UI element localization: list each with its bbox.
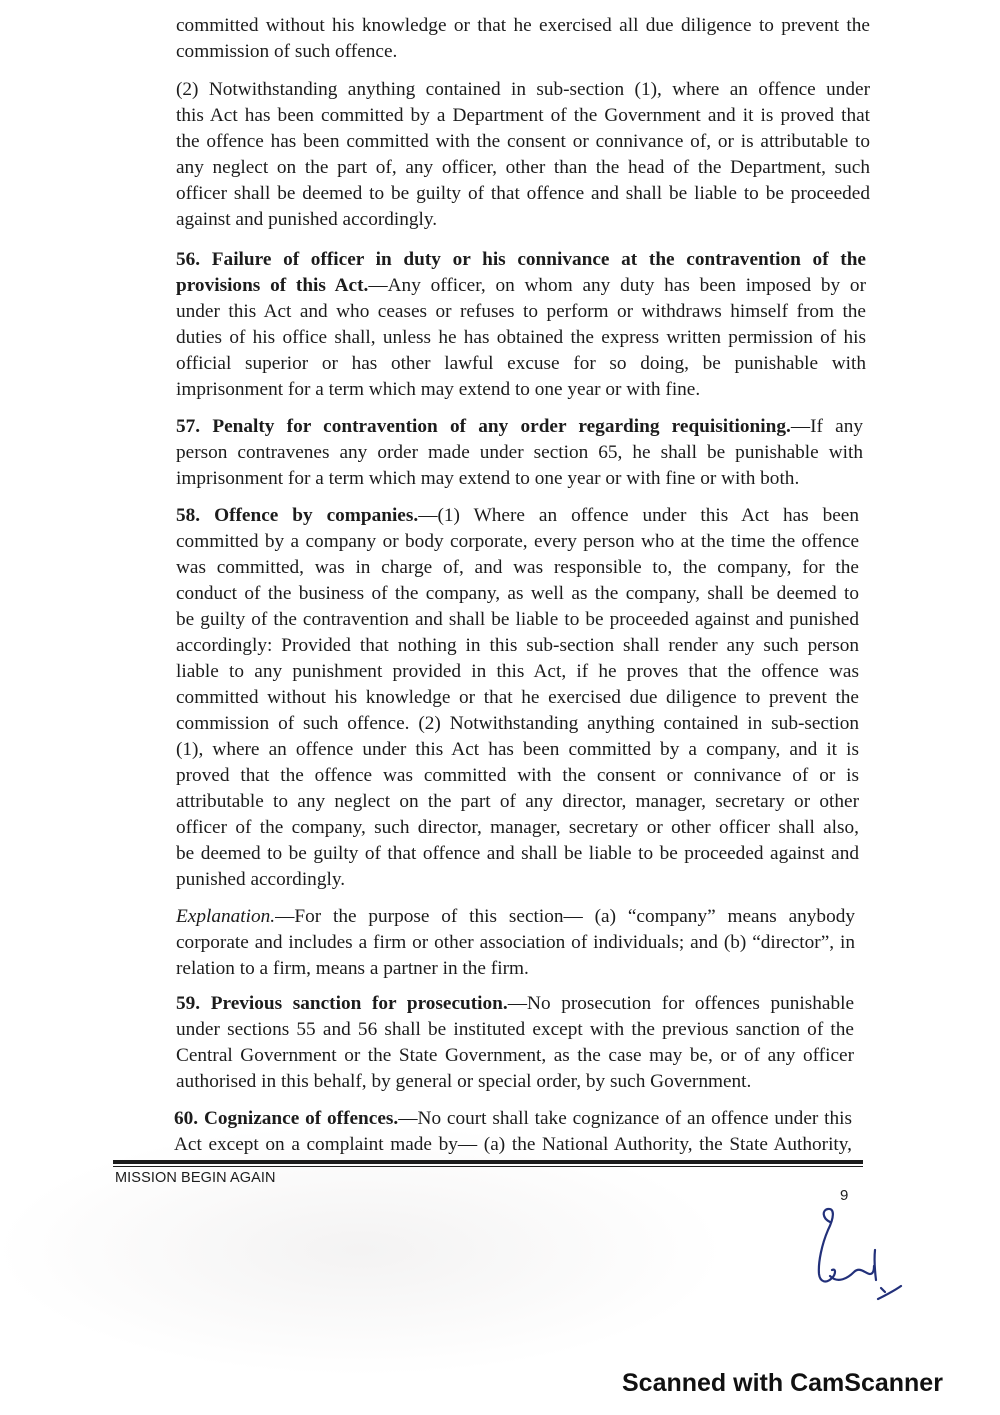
section-60 (174, 1106, 852, 1158)
text-line (174, 1106, 852, 1132)
text-line: was committed, was in charge of, and was responsible to, the company, for the (176, 556, 859, 578)
text-line: any neglect on the part of, any officer, other than the head of the Department, such (176, 156, 870, 178)
text-line: committed without his knowledge or that he exercised all due diligence to prevent the (176, 15, 870, 36)
section-56 (176, 247, 866, 403)
explanation-text: —For the purpose of this section— (a) “company” means anybody (275, 905, 855, 927)
text-line: imprisonment for a term which may extend to one year or with fine. (176, 378, 701, 400)
text-line: (2) Notwithstanding anything contained in sub-section (1), where an offence under (176, 78, 870, 100)
text-line: commission of such offence. (2) Notwithstanding anything contained in sub-section (176, 712, 859, 734)
text-line: relation to a firm, means a partner in the firm. (176, 957, 529, 979)
text-line (176, 991, 854, 1017)
signature-stroke (881, 1288, 885, 1292)
text-line: this Act has been committed by a Department of the Government and it is proved that (176, 104, 870, 126)
section-57 (176, 414, 863, 492)
section-58-heading: 58. Offence by companies. (176, 504, 419, 526)
text-line (176, 414, 863, 440)
footer-rule-thin (113, 1166, 863, 1167)
text-line: committed by a company or body corporate, every person who at the time the offence (176, 530, 859, 552)
footer-title: MISSION BEGIN AGAIN (115, 1170, 276, 1186)
explanation (176, 904, 855, 982)
text-line: proved that the offence was committed with the consent or connivance of or is (176, 764, 859, 786)
document-body (176, 13, 870, 1158)
text-line: the offence has been committed with the consent or connivance of, or is attributable to (176, 130, 870, 152)
text-line: duties of his office shall, unless he has obtained the express written permission of his (176, 326, 866, 348)
text-line: under sections 55 and 56 shall be instituted except with the previous sanction of the (176, 1018, 854, 1040)
paragraph-continuation (176, 13, 870, 65)
text-line: corporate and includes a firm or other association of individuals; and (b) “director”, in (176, 931, 855, 953)
signature (808, 1200, 908, 1310)
text-line: imprisonment for a term which may extend to one year or with fine or with both. (176, 467, 800, 489)
text-line: committed without his knowledge or that he exercised due diligence to prevent the (176, 686, 859, 708)
section-59-heading: 59. Previous sanction for prosecution. (176, 992, 508, 1014)
footer-rule (113, 1160, 863, 1164)
text-line: under this Act and who ceases or refuses to perform or withdraws himself from the (176, 300, 866, 322)
text-line: officer of the company, such director, manager, secretary or other officer shall also, (176, 816, 859, 838)
page-number: 9 (840, 1187, 849, 1204)
text-line: accordingly: Provided that nothing in this sub-section shall render any such person (176, 634, 859, 656)
explanation-label: Explanation. (176, 905, 276, 927)
signature-stroke (830, 1266, 874, 1280)
section-56-heading: provisions of this Act. (176, 274, 369, 296)
text-line: authorised in this behalf, by general or special order, by such Government. (176, 1070, 752, 1092)
text-line: liable to any punishment provided in this Act, if he proves that the offence was (176, 660, 859, 682)
text-line: commission of such offence. (176, 41, 398, 62)
text-line (176, 904, 855, 930)
text-line: person contravenes any order made under section 65, he shall be punishable with (176, 441, 863, 463)
section-57-text: —If any (790, 415, 863, 437)
section-58 (176, 503, 859, 893)
signature-drawing (808, 1200, 908, 1310)
text-line: punished accordingly. (176, 868, 346, 890)
text-line (176, 273, 866, 299)
section-58-text: —(1) Where an offence under this Act has been (418, 504, 860, 526)
section-56-heading: 56. Failure of officer in duty or his connivance at the contravention of the (176, 248, 866, 270)
paragraph-sub-section-2 (176, 77, 870, 233)
scanner-watermark: Scanned with CamScanner (622, 1369, 943, 1397)
text-line: conduct of the business of the company, as well as the company, shall be deemed to (176, 582, 859, 604)
section-56-text: —Any officer, on whom any duty has been imposed by or (368, 274, 866, 296)
section-57-heading: 57. Penalty for contravention of any order regarding requisitioning. (176, 415, 791, 437)
signature-stroke (819, 1209, 835, 1282)
text-line: (1), where an offence under this Act has been committed by a company, and it is (176, 738, 859, 760)
text-line: attributable to any neglect on the part of any director, manager, secretary or other (176, 790, 859, 812)
signature-stroke (875, 1250, 876, 1280)
section-60-text: —No court shall take cognizance of an offence under this (398, 1107, 852, 1129)
text-line: be deemed to be guilty of that offence and shall be liable to be proceeded against and (176, 842, 859, 864)
text-line: officer shall be deemed to be guilty of that offence and shall be liable to be proceeded (176, 182, 870, 204)
text-line: Central Government or the State Government, as the case may be, or of any officer (176, 1044, 854, 1066)
section-59 (176, 991, 854, 1095)
section-60-heading: 60. Cognizance of offences. (174, 1107, 399, 1129)
text-line: against and punished accordingly. (176, 208, 438, 230)
text-line: official superior or has other lawful excuse for so doing, be punishable with (176, 352, 866, 374)
section-59-text: —No prosecution for offences punishable (507, 992, 855, 1014)
text-line: be guilty of the contravention and shall be liable to be proceeded against and punished (176, 608, 859, 630)
text-line: Act except on a complaint made by— (a) the National Authority, the State Authority, (174, 1133, 852, 1155)
text-line (176, 503, 859, 529)
